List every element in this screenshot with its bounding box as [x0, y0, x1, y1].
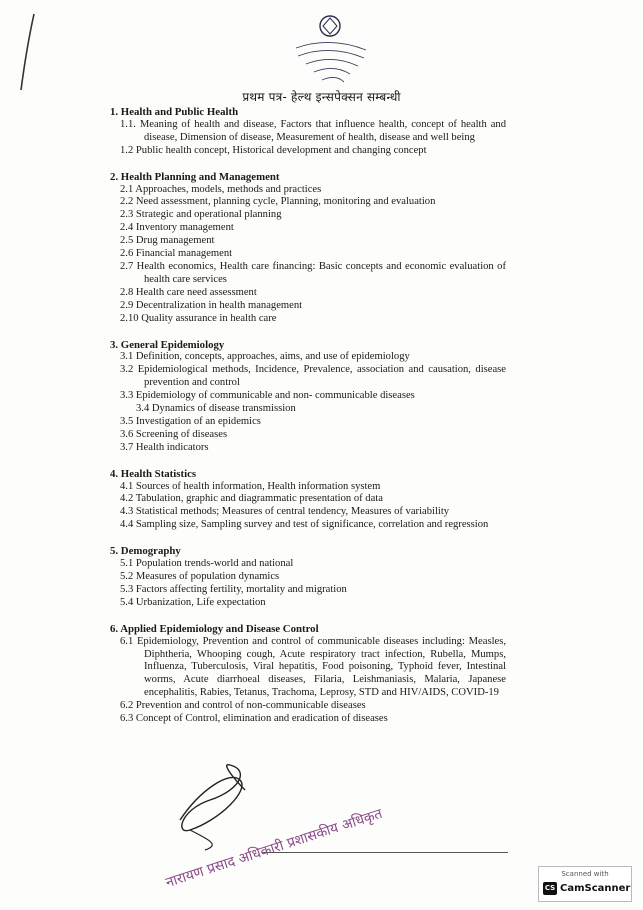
section-health-public-health	[110, 106, 506, 158]
section-health-statistics	[110, 468, 506, 533]
list-item: 1.1. Meaning of health and disease, Factors that influence health, concept of health and disease, Dimension of disease, Measurement of health, disease and well being	[120, 118, 506, 143]
list-item: 5.1 Population trends-world and national	[120, 558, 294, 570]
list-item: 4.4 Sampling size, Sampling survey and test of significance, correlation and regression	[120, 519, 489, 531]
list-item: 2.7 Health economics, Health care financing: Basic concepts and economic evaluation of health care services	[120, 260, 506, 285]
list-item: 1.2 Public health concept, Historical development and changing concept	[120, 144, 427, 156]
watermark-caption: Scanned with	[561, 870, 609, 878]
section-demography	[110, 545, 506, 610]
list-item: 2.4 Inventory management	[120, 222, 234, 234]
list-item: 3.4 Dynamics of disease transmission	[136, 403, 296, 415]
list-item: 3.6 Screening of diseases	[120, 428, 228, 440]
list-item: 3.5 Investigation of an epidemics	[120, 415, 261, 427]
list-item: 4.1 Sources of health information, Health information system	[120, 480, 381, 492]
stamp-text: नारायण प्रसाद अधिकारी प्रशासकीय अधिकृत	[163, 805, 385, 892]
list-item: 2.5 Drug management	[120, 235, 215, 247]
list-item: 2.9 Decentralization in health management	[120, 299, 303, 311]
section-health-planning	[110, 171, 506, 326]
list-item: 2.3 Strategic and operational planning	[120, 209, 282, 221]
list-item: 3.7 Health indicators	[120, 441, 209, 453]
list-item: 4.3 Statistical methods; Measures of central tendency, Measures of variability	[120, 506, 450, 518]
signature-line	[262, 852, 508, 853]
list-item: 2.6 Financial management	[120, 248, 233, 260]
section-title: 6. Applied Epidemiology and Disease Control	[110, 622, 319, 635]
camscanner-logo-icon: CS	[543, 882, 557, 895]
syllabus-content	[110, 106, 506, 739]
list-item: 2.2 Need assessment, planning cycle, Planning, monitoring and evaluation	[120, 196, 436, 208]
list-item: 2.8 Health care need assessment	[120, 286, 257, 298]
list-item: 3.3 Epidemiology of communicable and non- communicable diseases	[120, 390, 415, 402]
list-item: 5.2 Measures of population dynamics	[120, 571, 280, 582]
list-item: 2.1 Approaches, models, methods and practices	[120, 183, 322, 195]
camscanner-watermark	[538, 866, 632, 902]
list-item: 6.1 Epidemiology, Prevention and control of communicable diseases including: Measles, Diphtheria, Whooping cough, Acute respiratory tract infection, Rubella, Mumps, Influenza, Tuberculosis, Viral hepatitis, Food poisoning, Typhoid fever, Intestinal worms, Acute diarrhoeal diseases, Filaria, Leishmaniasis, Malaria, Japanese encephalitis, Rabies, Tetanus, Trachoma, Leprosy, STD and HIV/AIDS, COVID-19	[120, 635, 506, 699]
watermark-brand: CamScanner	[560, 883, 631, 894]
list-item: 6.3 Concept of Control, elimination and eradication of diseases	[120, 713, 388, 725]
pen-mark	[18, 12, 38, 92]
list-item: 4.2 Tabulation, graphic and diagrammatic presentation of data	[120, 493, 383, 505]
page-heading: प्रथम पत्र- हेल्थ इन्सपेक्सन सम्बन्धी	[242, 90, 401, 104]
section-title: 4. Health Statistics	[110, 467, 197, 480]
list-item: 3.1 Definition, concepts, approaches, aims, and use of epidemiology	[120, 351, 410, 363]
list-item: 5.3 Factors affecting fertility, mortality and migration	[120, 583, 347, 595]
official-seal-icon	[288, 8, 372, 88]
section-title: 3. General Epidemiology	[110, 338, 225, 351]
list-item: 3.2 Epidemiological methods, Incidence, Prevalence, association and causation, disease prevention and control	[120, 364, 506, 389]
section-general-epidemiology	[110, 339, 506, 455]
list-item: 2.10 Quality assurance in health care	[120, 312, 277, 324]
list-item: 5.4 Urbanization, Life expectation	[120, 596, 266, 608]
section-title: 2. Health Planning and Management	[110, 170, 280, 183]
section-applied-epidemiology	[110, 623, 506, 726]
list-item: 6.2 Prevention and control of non-communicable diseases	[120, 700, 366, 712]
section-title: 1. Health and Public Health	[110, 106, 239, 118]
section-title: 5. Demography	[110, 545, 181, 558]
